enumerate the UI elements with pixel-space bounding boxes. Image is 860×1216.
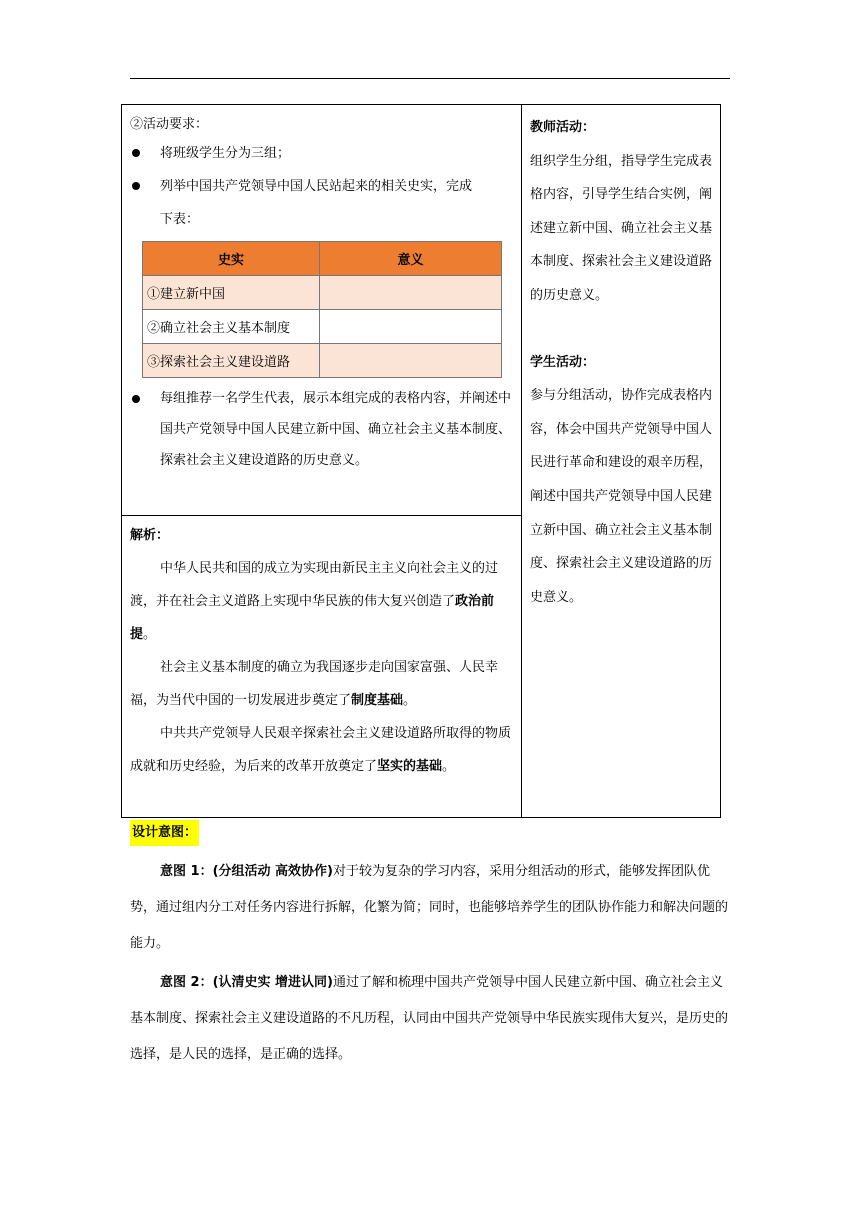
analysis-text: 中共共产党领导人民艰辛探索社会主义建设道路所取得的物质成就和历史经验，为后来的改革开放奠定了: [130, 726, 512, 774]
intent-label: 意图 1：(分组活动 高效协作): [160, 864, 333, 879]
bullet-dot-icon: [132, 149, 140, 157]
spacer: [530, 313, 716, 346]
intent-text: 通过了解和梳理中国共产党领导中国人民建立新中国、确立社会主义基本制度、探索社会主义建设道路的不凡历程，认同由中国共产党领导中华民族实现伟大复兴，是历史的选择，是人民的选择，是正确的选择。: [130, 975, 729, 1062]
table-row: [143, 276, 502, 310]
lesson-table: [121, 104, 721, 818]
bullet-item: [130, 137, 515, 170]
analysis-paragraph: [130, 651, 514, 717]
bullet-text-cont: 下表：: [160, 212, 200, 227]
table-cell: ①建立新中国: [143, 276, 320, 310]
table-row: [143, 310, 502, 344]
design-intent-heading: 设计意图：: [130, 820, 199, 846]
requirements-title: ②活动要求：: [130, 117, 209, 132]
analysis-heading: 解析：: [130, 528, 170, 543]
table-row: [143, 344, 502, 378]
analysis-text: 。: [403, 693, 417, 708]
analysis-paragraph: [130, 717, 514, 783]
analysis-text: 。: [143, 627, 157, 642]
bullet-text: 将班级学生分为三组；: [160, 146, 291, 161]
analysis-keyword: 政治前提: [130, 594, 495, 642]
student-activity-text: 参与分组活动，协作完成表格内容，体会中国共产党领导中国人民进行革命和建设的艰辛历程，阐述中国共产党领导中国人民建立新中国、确立社会主义基本制度、探索社会主义建设道路的历史意义。: [530, 388, 713, 605]
header-rule: [130, 78, 730, 79]
analysis-text: 。: [442, 759, 456, 774]
activity-requirements: [130, 113, 515, 236]
analysis-section: [130, 519, 514, 783]
intent-paragraph: [130, 854, 730, 962]
bullet-item: [130, 383, 515, 476]
table-header-cell: 史实: [143, 242, 320, 276]
table-header-cell: 意义: [320, 242, 502, 276]
row-divider: [122, 515, 522, 516]
bullet-dot-icon: [132, 395, 140, 403]
table-cell: [320, 276, 502, 310]
analysis-keyword: 坚实的基础: [377, 759, 443, 774]
analysis-keyword: 制度基础: [351, 693, 404, 708]
table-cell: ③探索社会主义建设道路: [143, 344, 320, 378]
table-cell: [320, 310, 502, 344]
bullet-text: 每组推荐一名学生代表，展示本组完成的表格内容，并阐述中国共产党领导中国人民建立新中国、确立社会主义基本制度、探索社会主义建设道路的历史意义。: [160, 391, 512, 468]
teacher-activity-text: 组织学生分组，指导学生完成表格内容，引导学生结合实例，阐述建立新中国、确立社会主义基本制度、探索社会主义建设道路的历史意义。: [530, 153, 713, 303]
table-cell: ②确立社会主义基本制度: [143, 310, 320, 344]
column-divider: [521, 105, 522, 817]
student-activity-heading: 学生活动：: [530, 354, 596, 370]
design-intent-section: [130, 820, 730, 1073]
analysis-paragraph: [130, 552, 514, 651]
teacher-activity-heading: 教师活动：: [530, 120, 596, 135]
fill-in-table: [142, 241, 502, 378]
analysis-text: 社会主义基本制度的确立为我国逐步走向国家富强、人民幸福，为当代中国的一切发展进步奠定了: [130, 660, 499, 708]
bullet-item: [130, 170, 515, 236]
activities-column: [530, 111, 716, 614]
table-header-row: [143, 242, 502, 276]
bullet-dot-icon: [132, 182, 140, 190]
intent-paragraph: [130, 965, 730, 1073]
table-cell: [320, 344, 502, 378]
intent-label: 意图 2：(认清史实 增进认同): [160, 975, 333, 990]
analysis-text: 中华人民共和国的成立为实现由新民主主义向社会主义的过渡，并在社会主义道路上实现中华民族的伟大复兴创造了: [130, 561, 499, 609]
intent-text: 对于较为复杂的学习内容，采用分组活动的形式，能够发挥团队优势，通过组内分工对任务内容进行拆解，化繁为简；同时，也能够培养学生的团队协作能力和解决问题的能力。: [130, 864, 729, 951]
bullet-text: 列举中国共产党领导中国人民站起来的相关史实，完成: [160, 179, 473, 194]
